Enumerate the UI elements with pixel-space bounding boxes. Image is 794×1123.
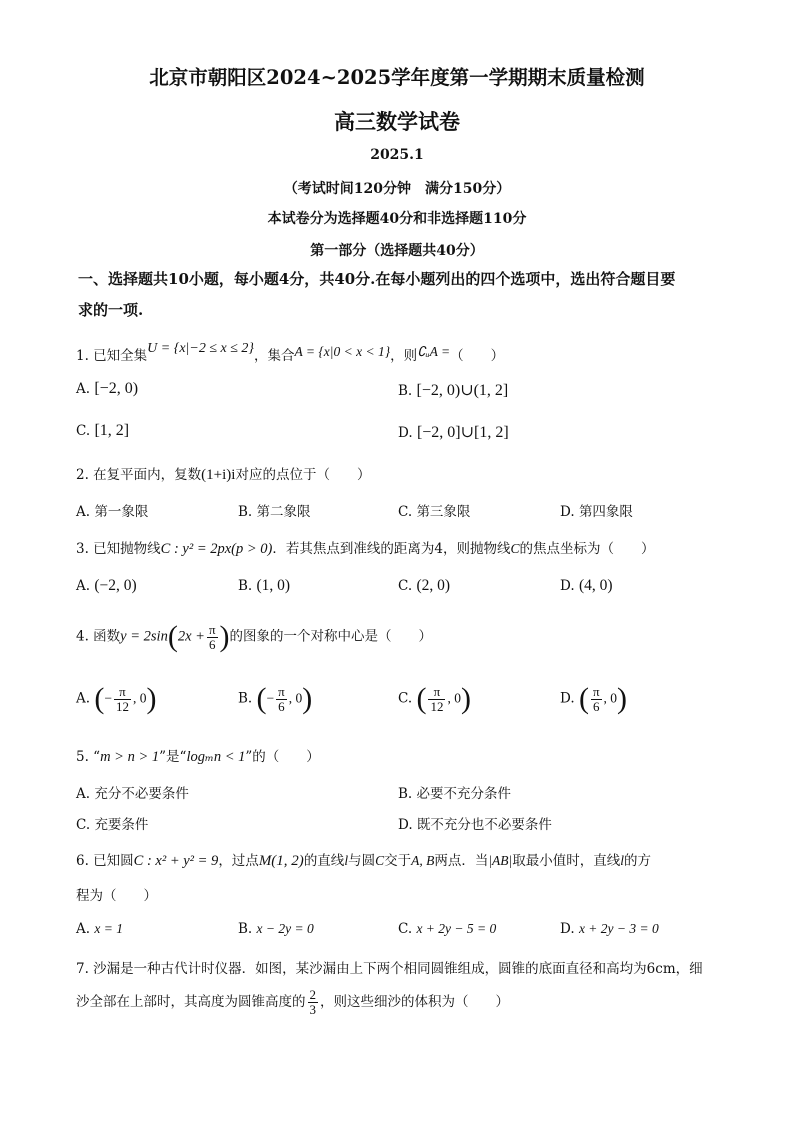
q3-option-d[interactable]: D. (4, 0) [560,577,613,594]
question-2-stem: 2. 在复平面内，复数(1+i)i对应的点位于（ ） [76,467,371,483]
q4-option-d[interactable]: D. ( $\frac{\pi}{6}$ , 0) [560,682,628,715]
q5-option-d[interactable]: D. 既不充分也不必要条件 [398,817,552,833]
q4-fraction: $\frac{\pi}{6}$ [208,621,216,652]
question-4-stem: 4. 函数y = 2sin(2x + $\frac{\pi}{6}$ )的图象的一个对称中心是（ ） [76,620,433,653]
structure-note: 本试卷分为选择题40分和非选择题110分 [267,211,527,227]
q2-option-b[interactable]: B. 第二象限 [238,504,311,520]
q3-option-a[interactable]: A. (−2, 0) [76,577,137,594]
q1-complement: ∁ᵤA = [417,344,451,359]
question-5-stem: 5. “m > n > 1”是“logₘn < 1”的（ ） [76,749,320,765]
q3-parabola: C : y² = 2px(p > 0) [160,541,273,557]
q2-expression: (1+i)i [201,467,236,483]
q5-log-expression: logₘn < 1 [186,749,246,765]
q6-option-d[interactable]: D. x + 2y − 3 = 0 [560,921,659,937]
question-7-stem-line1: 7. 沙漏是一种古代计时仪器．如图，某沙漏由上下两个相同圆锥组成，圆锥的底面直径和高均为6cm，细 [76,961,703,977]
q4-function: y = 2sin [120,628,168,645]
q2-option-c[interactable]: C. 第三象限 [398,504,471,520]
q1-text-2: ，集合 [254,348,295,364]
q1-option-b[interactable]: B. [−2, 0)∪(1, 2] [398,382,509,399]
q1-set-u: U = {x|−2 ≤ x ≤ 2} [147,341,255,356]
q5-option-c[interactable]: C. 充要条件 [76,817,149,833]
question-1-stem [76,341,505,365]
section-intro [78,264,728,326]
q4-option-b[interactable]: B. (− $\frac{\pi}{6}$ , 0) [238,682,313,715]
q1-option-c-text: [1, 2] [94,422,130,439]
q1-option-c[interactable]: C. [1, 2] [76,422,130,439]
q6-circle: C : x² + y² = 9 [133,853,219,869]
q6-option-c[interactable]: C. x + 2y − 5 = 0 [398,921,497,937]
q6-option-a[interactable]: A. x = 1 [76,921,123,937]
q1-set-a: A = {x|0 < x < 1} [294,344,391,359]
exam-subtitle: 高三数学试卷 [334,109,460,134]
q1-option-a[interactable]: A. [−2, 0) [76,380,139,397]
q2-option-d[interactable]: D. 第四象限 [560,504,633,520]
q1-option-d[interactable]: D. [−2, 0]∪[1, 2] [398,424,509,441]
q3-option-b[interactable]: B. (1, 0) [238,577,291,594]
q5-option-a[interactable]: A. 充分不必要条件 [76,786,189,802]
q2-option-a[interactable]: A. 第一象限 [76,504,149,520]
question-7-stem-line2: 沙全部在上部时，其高度为圆锥高度的 $\frac{2}{3}$ ，则这些细沙的体积为（ ） [76,987,509,1017]
time-note: （考试时间120分钟 满分150分） [283,181,511,197]
question-6-stem: 6. 已知圆C : x² + y² = 9，过点M(1, 2)的直线l与圆C交于A, B两点．当|AB|取最小值时，直线l的方 [76,853,652,869]
question-3-stem: 3. 已知抛物线C : y² = 2px(p > 0)．若其焦点到准线的距离为4，则抛物线C的焦点坐标为（ ） [76,541,655,557]
q5-condition: m > n > 1 [100,749,160,765]
exam-date: 2025.1 [370,147,424,163]
q1-text-3: ，则 [390,348,418,364]
question-6-stem-line2: 程为（ ） [76,888,157,904]
q1-option-a-text: [−2, 0) [94,380,139,397]
q3-option-c[interactable]: C. (2, 0) [398,577,451,594]
q1-option-b-text: [−2, 0)∪(1, 2] [416,382,509,399]
part-title: 第一部分（选择题共40分） [310,243,484,259]
section-intro-line1: 一、选择题共10小题，每小题4分，共40分.在每小题列出的四个选项中，选出符合题目要 [78,270,676,288]
q4-option-c[interactable]: C. ( $\frac{\pi}{12}$ , 0) [398,682,471,715]
q1-option-d-text: [−2, 0]∪[1, 2] [416,424,509,441]
q1-text-4: （ ） [450,348,505,364]
q4-option-a[interactable]: A. (− $\frac{\pi}{12}$ , 0) [76,682,157,715]
q7-fraction: $\frac{2}{3}$ [309,987,316,1017]
q6-option-b[interactable]: B. x − 2y = 0 [238,921,314,937]
section-intro-line2: 求的一项. [78,301,144,319]
q5-option-b[interactable]: B. 必要不充分条件 [398,786,512,802]
q1-text-1: 1. 已知全集 [76,348,148,364]
exam-title: 北京市朝阳区2024~2025学年度第一学期期末质量检测 [149,66,645,89]
q6-point: M(1, 2) [258,853,304,869]
